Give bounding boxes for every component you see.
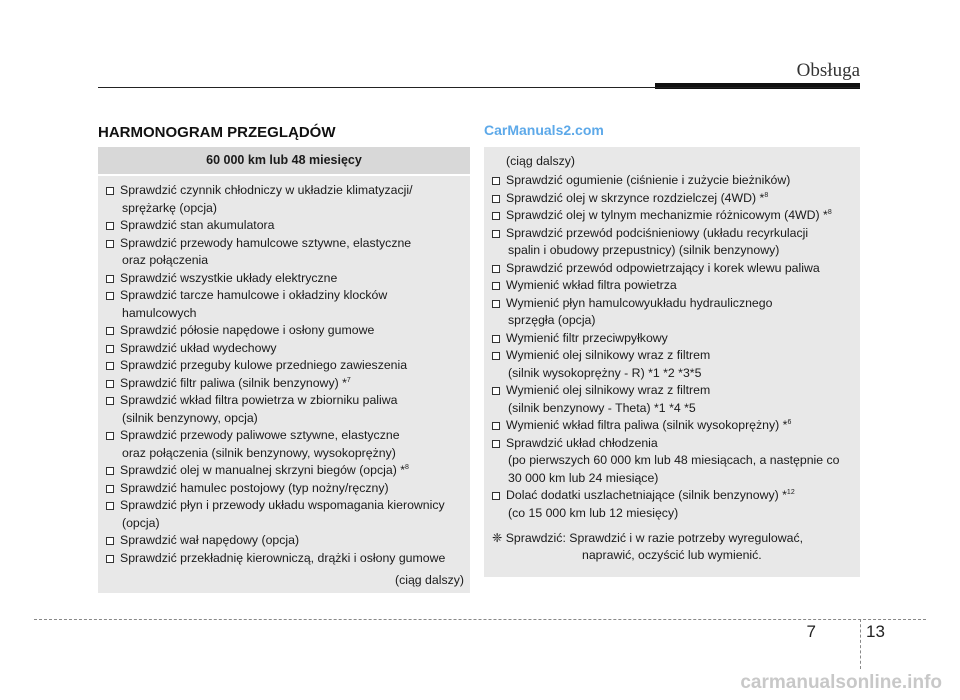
checkbox-icon: [106, 362, 114, 370]
checklist-item: [492, 417, 854, 435]
checklist-item-text: Sprawdzić przeguby kulowe przedniego zawieszenia: [120, 358, 408, 372]
checklist-item: [492, 190, 854, 208]
checkbox-icon: [492, 265, 500, 273]
checkbox-icon: [106, 467, 114, 475]
checklist-item: [106, 550, 464, 568]
checkbox-icon: [106, 187, 114, 195]
footnote-ref: 7: [346, 376, 351, 384]
checklist-item-text: Sprawdzić wał napędowy (opcja): [120, 533, 300, 547]
checkbox-icon: [106, 222, 114, 230]
checklist-item-text-cont: spalin i obudowy przepustnicy) (silnik benzynowy): [508, 243, 780, 257]
checklist-item-text: Dolać dodatki uszlachetniające (silnik benzynowy) *: [506, 488, 787, 502]
checkbox-icon: [106, 397, 114, 405]
checkbox-icon: [492, 212, 500, 220]
checklist-item-text: Wymienić olej silnikowy wraz z filtrem: [506, 348, 711, 362]
checkbox-icon: [106, 537, 114, 545]
checklist-item: [106, 497, 464, 532]
checklist-item-text: Sprawdzić przewody hamulcowe sztywne, elastyczne: [120, 235, 412, 250]
checklist-item-text-cont: (po pierwszych 60 000 km lub 48 miesiącach, a następnie co 30 000 km lub 24 miesiące): [508, 453, 840, 485]
checklist-item-text: Sprawdzić stan akumulatora: [120, 218, 275, 232]
left-panel-heading: 60 000 km lub 48 miesięcy: [98, 147, 470, 176]
checklist-item-text-cont: (co 15 000 km lub 12 miesięcy): [508, 505, 679, 520]
chapter-number: 7: [806, 622, 816, 641]
right-panel: [484, 147, 860, 577]
checklist-item-text-cont: (opcja): [122, 515, 160, 530]
checkbox-icon: [492, 440, 500, 448]
checklist-item-text: Sprawdzić przekładnię kierowniczą, drążki i osłony gumowe: [120, 550, 446, 565]
checklist-item: [106, 357, 464, 375]
checkbox-icon: [106, 432, 114, 440]
checklist-item: [106, 392, 464, 427]
checklist-item-text: Sprawdzić wszystkie układy elektryczne: [120, 270, 338, 285]
checkbox-icon: [492, 195, 500, 203]
checklist-item: [106, 270, 464, 288]
checkbox-icon: [492, 387, 500, 395]
right-checklist: [484, 172, 860, 522]
checklist-item: [106, 287, 464, 322]
checklist-item: [106, 217, 464, 235]
checklist-item: [106, 375, 464, 393]
checkbox-icon: [106, 380, 114, 388]
checklist-item-text: Sprawdzić ogumienie (ciśnienie i zużycie bieżników): [506, 173, 791, 187]
checkbox-icon: [106, 292, 114, 300]
checkbox-icon: [492, 352, 500, 360]
checklist-item-text: Sprawdzić układ wydechowy: [120, 340, 277, 355]
checklist-item-text: Sprawdzić przewód podciśnieniowy (układu recyrkulacji: [506, 225, 809, 240]
right-continued: (ciąg dalszy): [506, 154, 576, 168]
left-continued: (ciąg dalszy): [394, 573, 464, 587]
checkbox-icon: [492, 300, 500, 308]
footnote-ref: 8: [764, 191, 769, 199]
note: [484, 522, 860, 564]
watermark-bottom[interactable]: carmanualsonline.info: [740, 672, 942, 693]
footer-vertical-divider: [860, 619, 861, 669]
section-title: HARMONOGRAM PRZEGLĄDÓW: [98, 124, 336, 141]
checklist-item-text: Sprawdzić układ chłodzenia: [506, 435, 658, 450]
footnote-ref: 8: [827, 208, 832, 216]
checkbox-icon: [106, 555, 114, 563]
checklist-item-text: Wymienić olej silnikowy wraz z filtrem: [506, 383, 711, 397]
checklist-item-text: Sprawdzić olej w manualnej skrzyni biegów (opcja) *: [120, 463, 406, 477]
checkbox-icon: [106, 485, 114, 493]
header-rule: [98, 87, 860, 88]
checkbox-icon: [492, 282, 500, 290]
checkbox-icon: [106, 345, 114, 353]
checkbox-icon: [492, 492, 500, 500]
checklist-item: [492, 207, 854, 225]
checklist-item-text-cont: hamulcowych: [122, 305, 197, 320]
checklist-item: [492, 172, 854, 190]
checklist-item: [492, 330, 854, 348]
checkbox-icon: [492, 422, 500, 430]
footer-divider: [34, 619, 926, 620]
page-number-value: 13: [866, 622, 885, 641]
checklist-item-text-cont: oraz połączenia: [122, 253, 209, 267]
checklist-item: [492, 347, 854, 382]
checkbox-icon: [106, 502, 114, 510]
checklist-item-text: Sprawdzić hamulec postojowy (typ nożny/ręczny): [120, 480, 389, 495]
checklist-item: [106, 462, 464, 480]
checklist-item-text: Wymienić wkład filtra paliwa (silnik wysokoprężny) *: [506, 418, 788, 432]
checklist-item: [492, 277, 854, 295]
watermark-top[interactable]: CarManuals2.com: [484, 122, 604, 138]
note-line-2: naprawić, oczyścić lub wymienić.: [582, 548, 762, 562]
header-title: Obsługa: [796, 60, 860, 81]
checklist-item: [106, 427, 464, 462]
checklist-item-text: Wymienić wkład filtra powietrza: [506, 278, 677, 292]
checklist-item: [492, 260, 854, 278]
checkbox-icon: [492, 177, 500, 185]
checklist-item: [106, 322, 464, 340]
checklist-item: [492, 435, 854, 488]
checklist-item: [106, 182, 464, 217]
checklist-item-text: Sprawdzić przewód odpowietrzający i korek wlewu paliwa: [506, 260, 820, 275]
footnote-ref: 6: [787, 418, 792, 426]
checklist-item: [492, 382, 854, 417]
checklist-item-text-cont: (silnik benzynowy, opcja): [122, 410, 258, 425]
checklist-item: [106, 532, 464, 550]
checklist-item: [492, 295, 854, 330]
footnote-ref: 8: [405, 463, 409, 471]
checklist-item-text: Wymienić filtr przeciwpyłkowy: [506, 330, 668, 345]
checklist-item-text: Sprawdzić przewody paliwowe sztywne, elastyczne: [120, 428, 400, 442]
checklist-item-text: Wymienić płyn hamulcowyukładu hydraulicznego: [506, 295, 773, 310]
checklist-item-text: Sprawdzić wkład filtra powietrza w zbiorniku paliwa: [120, 393, 398, 407]
checklist-item-text: Sprawdzić olej w skrzynce rozdzielczej (4WD) *: [506, 190, 765, 205]
checklist-item-text: Sprawdzić olej w tylnym mechanizmie różnicowym (4WD) *: [506, 208, 828, 222]
checkbox-icon: [106, 240, 114, 248]
checkbox-icon: [106, 275, 114, 283]
checklist-item: [106, 340, 464, 358]
checkbox-icon: [492, 230, 500, 238]
checklist-item-text-cont: (silnik wysokoprężny - R) *1 *2 *3*5: [508, 365, 702, 380]
left-panel: [98, 147, 470, 593]
checklist-item-text: Sprawdzić półosie napędowe i osłony gumowe: [120, 323, 375, 337]
checklist-item-text: Sprawdzić płyn i przewody układu wspomagania kierownicy: [120, 498, 445, 512]
checklist-item-text-cont: (silnik benzynowy - Theta) *1 *4 *5: [508, 400, 696, 415]
checklist-item-text-cont: sprzęgła (opcja): [508, 313, 596, 327]
checklist-item-text: Sprawdzić czynnik chłodniczy w układzie klimatyzacji/: [120, 183, 413, 197]
checklist-item: [106, 480, 464, 498]
checklist-item: [492, 487, 854, 522]
checkbox-icon: [492, 335, 500, 343]
footnote-ref: 12: [786, 488, 795, 496]
checkbox-icon: [106, 327, 114, 335]
checklist-item-text-cont: oraz połączenia (silnik benzynowy, wysokoprężny): [122, 445, 396, 460]
checklist-item: [492, 225, 854, 260]
header-rule-thick: [655, 83, 860, 89]
note-line-1: ❈ Sprawdzić: Sprawdzić i w razie potrzeby wyregulować,: [492, 531, 804, 545]
left-checklist: [98, 176, 470, 567]
checklist-item-text: Sprawdzić filtr paliwa (silnik benzynowy) *: [120, 375, 347, 390]
checklist-item-text-cont: sprężarkę (opcja): [122, 200, 217, 215]
checklist-item: [106, 235, 464, 270]
checklist-item-text: Sprawdzić tarcze hamulcowe i okładziny klocków: [120, 288, 388, 302]
